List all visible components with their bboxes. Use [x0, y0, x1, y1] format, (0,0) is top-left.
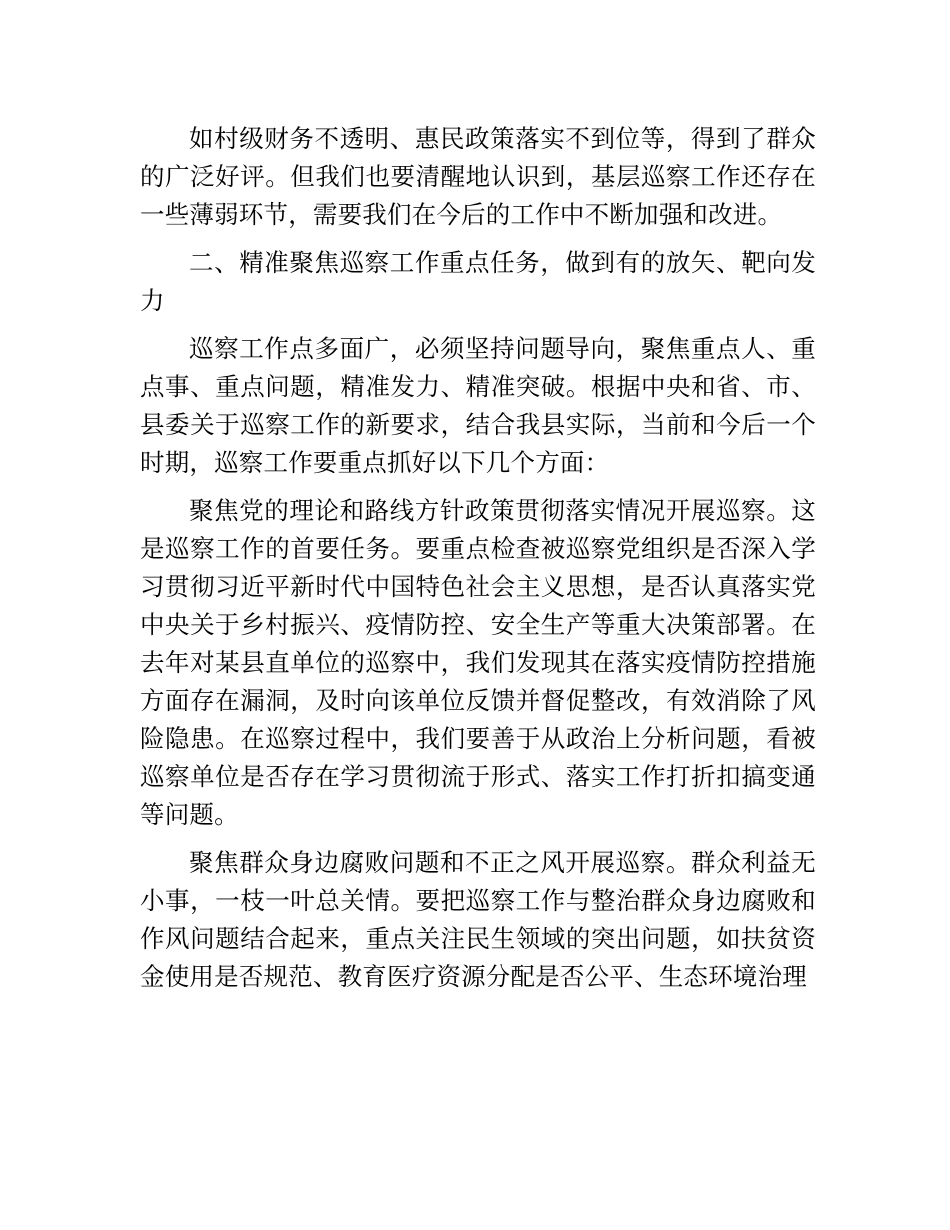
document-page: [140, 120, 816, 1006]
section-heading: 二、精准聚焦巡察工作重点任务，做到有的放矢、靶向发力: [140, 248, 816, 315]
paragraph-grassroots-corruption: 聚焦群众身边腐败问题和不正之风开展巡察。群众利益无小事，一枝一叶总关情。要把巡察工作与整治群众身边腐败和作风问题结合起来，重点关注民生领域的突出问题，如扶贫资金使用是否规范、教育医疗资源分配是否公平、生态环境治理: [140, 848, 816, 991]
paragraph-intro: 巡察工作点多面广，必须坚持问题导向，聚焦重点人、重点事、重点问题，精准发力、精准突破。根据中央和省、市、县委关于巡察工作的新要求，结合我县实际，当前和今后一个时期，巡察工作要重点抓好以下几个方面：: [140, 334, 816, 477]
paragraph-continuation: 如村级财务不透明、惠民政策落实不到位等，得到了群众的广泛好评。但我们也要清醒地认识到，基层巡察工作还存在一些薄弱环节，需要我们在今后的工作中不断加强和改进。: [140, 124, 816, 229]
paragraph-policy-inspection: 聚焦党的理论和路线方针政策贯彻落实情况开展巡察。这是巡察工作的首要任务。要重点检查被巡察党组织是否深入学习贯彻习近平新时代中国特色社会主义思想，是否认真落实党中央关于乡村振兴、疫情防控、安全生产等重大决策部署。在去年对某县直单位的巡察中，我们发现其在落实疫情防控措施方面存在漏洞，及时向该单位反馈并督促整改，有效消除了风险隐患。在巡察过程中，我们要善于从政治上分析问题，看被巡察单位是否存在学习贯彻流于形式、落实工作打折扣搞变通等问题。: [140, 496, 816, 829]
